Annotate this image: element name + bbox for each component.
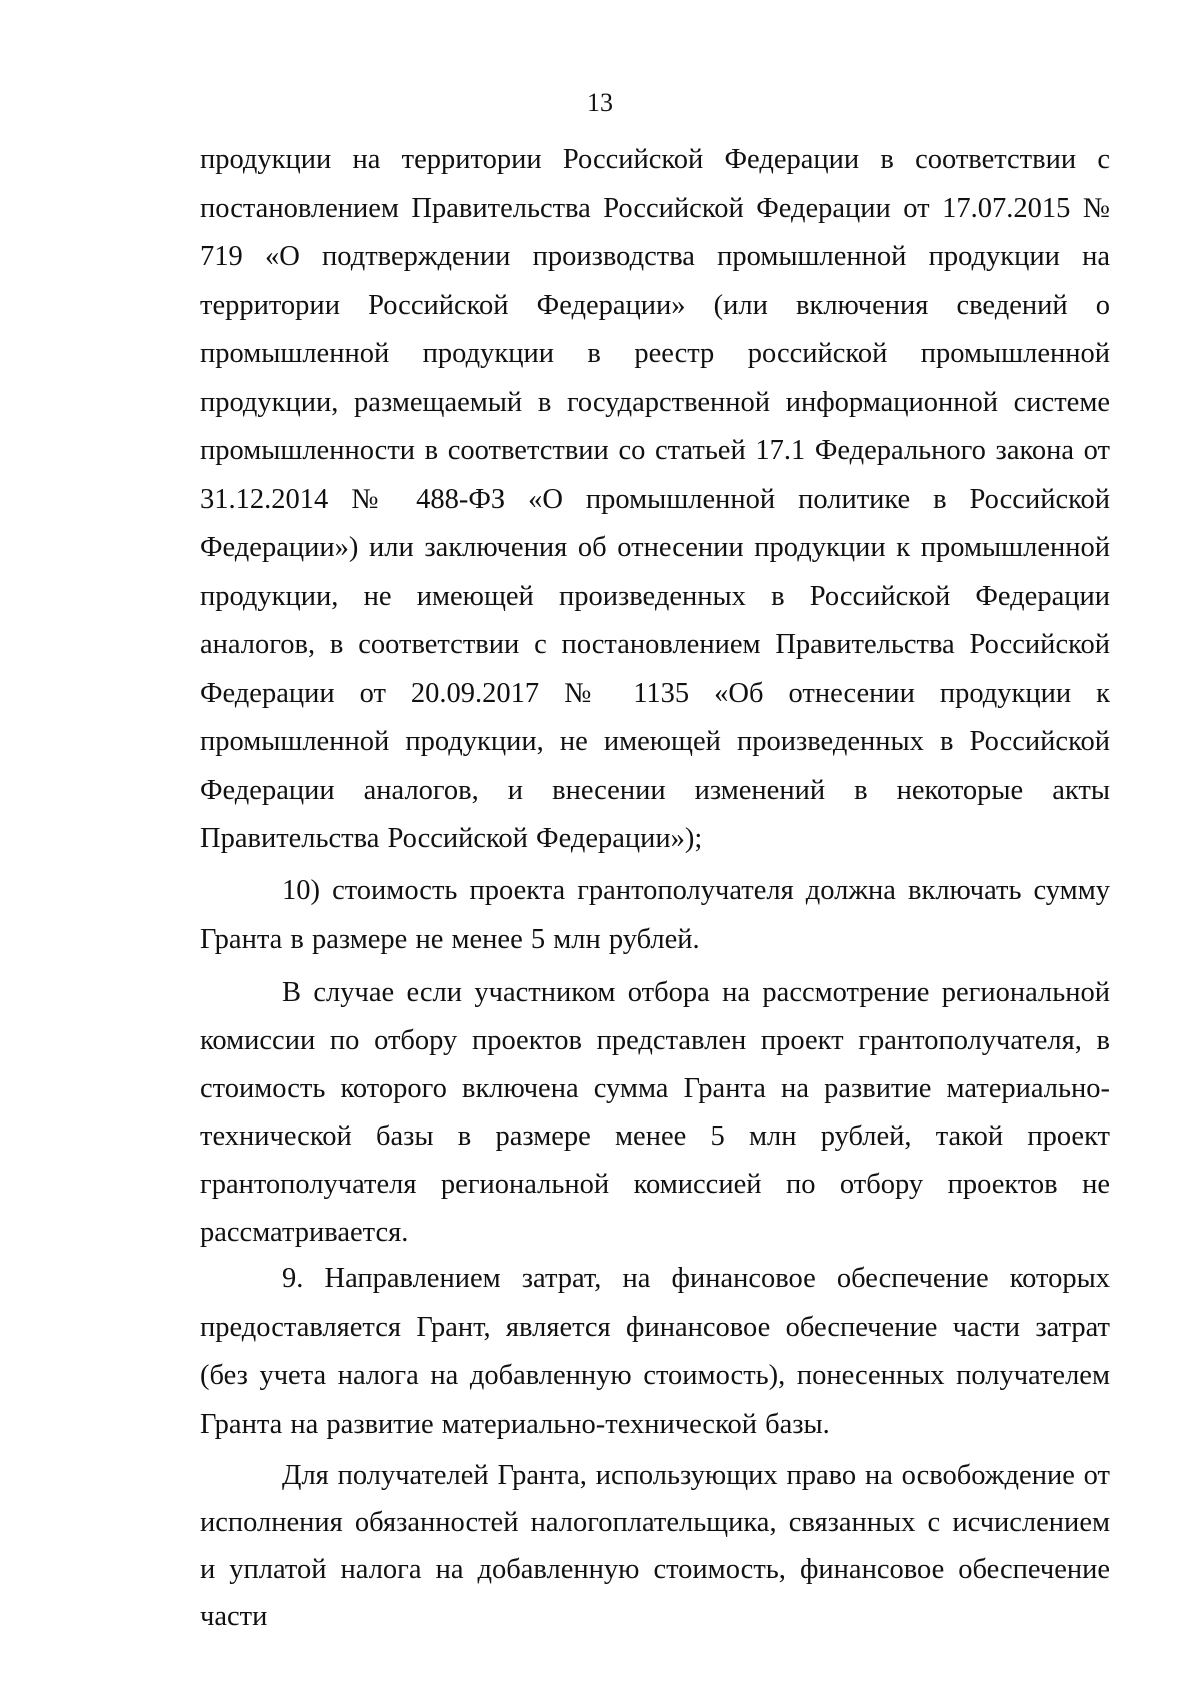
paragraph-vat-exemption: Для получателей Гранта, использующих право на освобождение от исполнения обязанностей налогоплательщика, связанных с исчислением и уплатой налога на добавленную стоимость, финансовое обеспечение части [200,1460,1110,1632]
paragraph-commission-review: В случае если участником отбора на рассмотрение региональной комиссии по отбору проектов представлен проект грантополучателя, в стоимость которого включена сумма Гранта на развитие материально-технической базы в размере менее 5 млн рублей, такой проект грантополучателя региональной комиссией по отбору проектов не рассматривается. [200,977,1110,1248]
paragraph-item-10-project-cost: 10) стоимость проекта грантополучателя должна включать сумму Гранта в размере не менее 5 млн рублей. [200,875,1110,955]
page-number: 13 [587,88,613,117]
paragraph-section-9-expenses: 9. Направлением затрат, на финансовое обеспечение которых предоставляется Грант, является финансовое обеспечение части затрат (без учета налога на добавленную стоимость), понесенных получателем Гранта на развитие материально-технической базы. [200,1263,1110,1440]
paragraph-industrial-products: продукции на территории Российской Федерации в соответствии с постановлением Правительства Российской Федерации от 17.07.2015 № 719 «О подтверждении производства промышленной продукции на территории Российской Федерации» (или включения сведений о промышленной продукции в реестр российской промышленной продукции, размещаемый в государственной информационной системе промышленности в соответствии со статьей 17.1 Федерального закона от 31.12.2014 № 488-ФЗ «О промышленной политике в Российской Федерации») или заключения об отнесении продукции к промышленной продукции, не имеющей произведенных в Российской Федерации аналогов, в соответствии с постановлением Правительства Российской Федерации от 20.09.2017 № 1135 «Об отнесении продукции к промышленной продукции, не имеющей произведенных в Российской Федерации аналогов, и внесении изменений в некоторые акты Правительства Российской Федерации»); [200,144,1110,854]
